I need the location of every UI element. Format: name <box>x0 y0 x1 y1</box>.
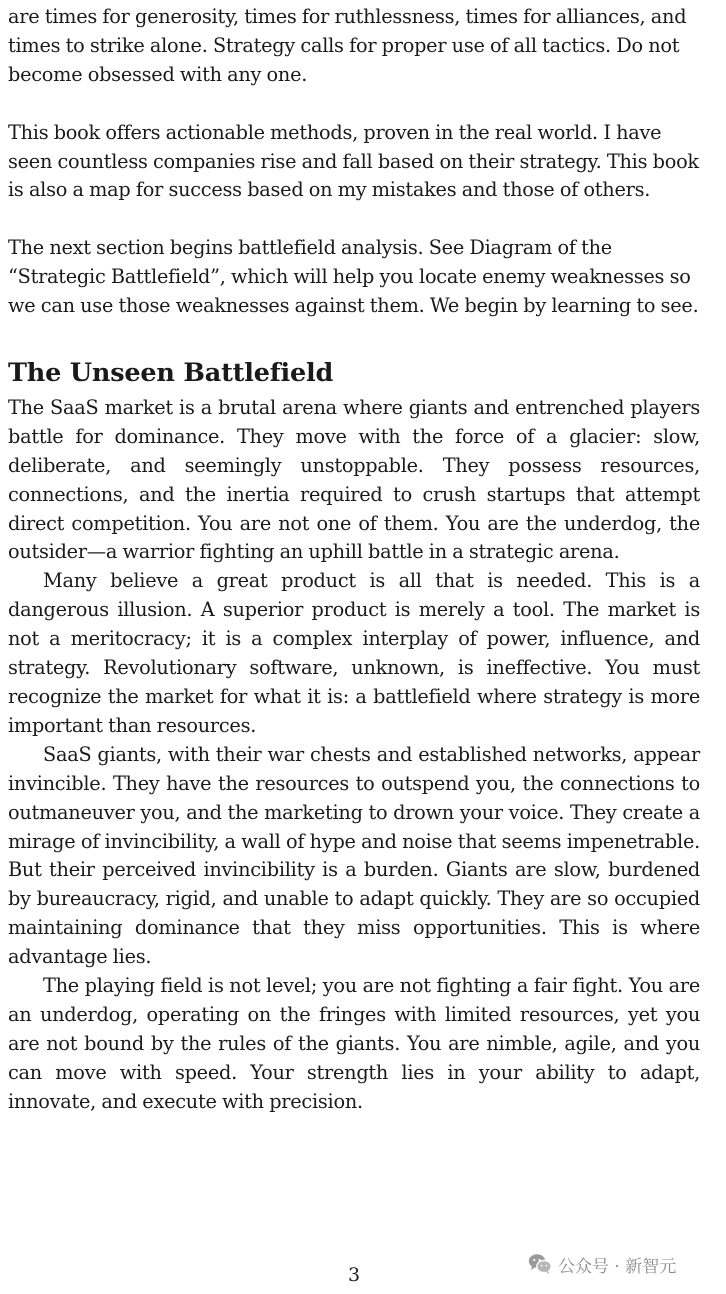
paragraph-spacer <box>8 205 700 234</box>
section-paragraph-3: SaaS giants, with their war chests and established networks, appear invincible. They have the resources to outspend you, the connections to outmaneuver you, and the marketing to drown your voice. They create a mirage of invincibility, a wall of hype and noise that seems impenetrable. But their perceived invincibility is a burden. Giants are slow, burdened by bureaucracy, rigid, and unable to adapt quickly. They are so occupied maintaining dominance that they miss opportunities. This is where advantage lies. <box>8 742 700 969</box>
document-page <box>8 3 700 1117</box>
page-number: 3 <box>347 1264 361 1286</box>
intro-paragraph-3: The next section begins battlefield analysis. See Diagram of the “Strategic Battlefield”, which will help you locate enemy weaknesses so we can use those weaknesses against them. We begin by learning to see. <box>8 236 699 318</box>
section-paragraph-4: The playing field is not level; you are not fighting a fair fight. You are an underdog, operating on the fringes with limited resources, yet you are not bound by the rules of the giants. You are nimble, agile, and you can move with speed. Your strength lies in your ability to adapt, innovate, and execute with precision. <box>8 974 700 1113</box>
section-paragraph-2: Many believe a great product is all that is needed. This is a dangerous illusion. A superior product is merely a tool. The market is not a meritocracy; it is a complex interplay of power, influence, and strategy. Revolutionary software, unknown, is ineffective. You must recognize the market for what it is: a battlefield where strategy is more important than resources. <box>8 569 700 737</box>
section-heading: The Unseen Battlefield <box>8 357 334 388</box>
paragraph-spacer <box>8 90 700 119</box>
intro-paragraph-1: are times for generosity, times for ruthlessness, times for alliances, and times to strike alone. Strategy calls for proper use of all tactics. Do not become obsessed with any one. <box>8 5 687 86</box>
watermark-label: 公众号 · 新智元 <box>558 1256 677 1277</box>
intro-paragraph-2: This book offers actionable methods, proven in the real world. I have seen countless companies rise and fall based on their strategy. This book is also a map for success based on my mistakes and those of others. <box>8 120 699 202</box>
watermark <box>528 1252 676 1276</box>
section-paragraph-1: The SaaS market is a brutal arena where giants and entrenched players battle for dominance. They move with the force of a glacier: slow, deliberate, and seemingly unstoppable. They possess resources, connections, and the inertia required to crush startups that attempt direct competition. You are not one of them. You are the underdog, the outsider—a warrior fighting an uphill battle in a strategic arena. <box>8 395 700 564</box>
section-body <box>8 394 700 1117</box>
wechat-icon <box>528 1253 552 1275</box>
